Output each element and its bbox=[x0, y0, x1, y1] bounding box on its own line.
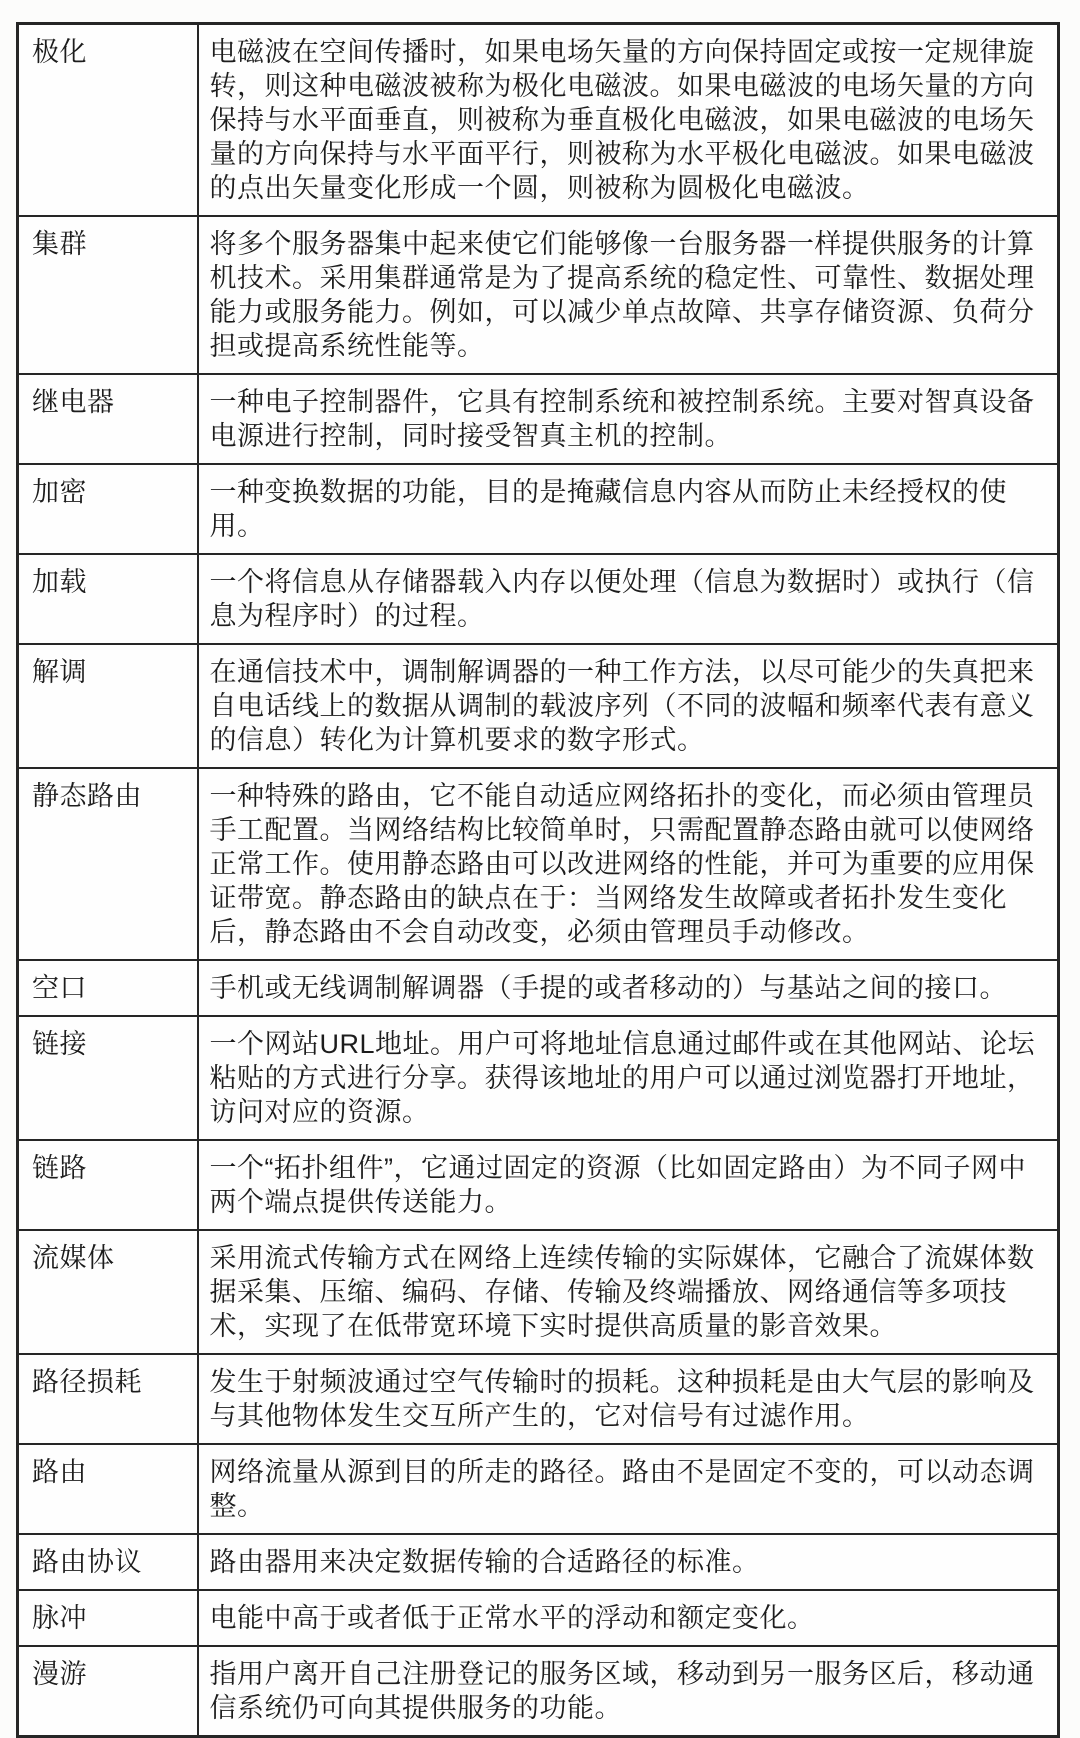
term-cell: 加载 bbox=[18, 554, 198, 644]
table-row bbox=[18, 768, 1059, 960]
definition-cell: 采用流式传输方式在网络上连续传输的实际媒体，它融合了流媒体数据采集、压缩、编码、存储、传输及终端播放、网络通信等多项技术，实现了在低带宽环境下实时提供高质量的影音效果。 bbox=[198, 1230, 1059, 1354]
table-row bbox=[18, 1444, 1059, 1534]
definition-cell: 电能中高于或者低于正常水平的浮动和额定变化。 bbox=[198, 1590, 1059, 1646]
table-row bbox=[18, 464, 1059, 554]
term-cell: 路径损耗 bbox=[18, 1354, 198, 1444]
term-cell: 解调 bbox=[18, 644, 198, 768]
table-row bbox=[18, 1140, 1059, 1230]
table-row bbox=[18, 554, 1059, 644]
term-cell: 路由协议 bbox=[18, 1534, 198, 1590]
table-row bbox=[18, 24, 1059, 217]
table-row bbox=[18, 1016, 1059, 1140]
definition-cell: 指用户离开自己注册登记的服务区域，移动到另一服务区后，移动通信系统仍可向其提供服务的功能。 bbox=[198, 1646, 1059, 1737]
definition-cell: 在通信技术中，调制解调器的一种工作方法，以尽可能少的失真把来自电话线上的数据从调制的载波序列（不同的波幅和频率代表有意义的信息）转化为计算机要求的数字形式。 bbox=[198, 644, 1059, 768]
glossary-table bbox=[16, 22, 1060, 1738]
term-cell: 极化 bbox=[18, 24, 198, 217]
definition-cell: 一个“拓扑组件”，它通过固定的资源（比如固定路由）为不同子网中两个端点提供传送能力。 bbox=[198, 1140, 1059, 1230]
term-cell: 路由 bbox=[18, 1444, 198, 1534]
table-row bbox=[18, 1646, 1059, 1737]
term-cell: 加密 bbox=[18, 464, 198, 554]
definition-cell: 将多个服务器集中起来使它们能够像一台服务器一样提供服务的计算机技术。采用集群通常是为了提高系统的稳定性、可靠性、数据处理能力或服务能力。例如，可以减少单点故障、共享存储资源、负荷分担或提高系统性能等。 bbox=[198, 216, 1059, 374]
term-cell: 继电器 bbox=[18, 374, 198, 464]
definition-cell: 发生于射频波通过空气传输时的损耗。这种损耗是由大气层的影响及与其他物体发生交互所产生的，它对信号有过滤作用。 bbox=[198, 1354, 1059, 1444]
definition-cell: 一个网站URL地址。用户可将地址信息通过邮件或在其他网站、论坛粘贴的方式进行分享。获得该地址的用户可以通过浏览器打开地址，访问对应的资源。 bbox=[198, 1016, 1059, 1140]
glossary-table-body bbox=[18, 24, 1059, 1737]
term-cell: 静态路由 bbox=[18, 768, 198, 960]
term-cell: 空口 bbox=[18, 960, 198, 1016]
definition-cell: 一个将信息从存储器载入内存以便处理（信息为数据时）或执行（信息为程序时）的过程。 bbox=[198, 554, 1059, 644]
term-cell: 脉冲 bbox=[18, 1590, 198, 1646]
definition-cell: 一种变换数据的功能，目的是掩藏信息内容从而防止未经授权的使用。 bbox=[198, 464, 1059, 554]
table-row bbox=[18, 1590, 1059, 1646]
definition-cell: 网络流量从源到目的所走的路径。路由不是固定不变的，可以动态调整。 bbox=[198, 1444, 1059, 1534]
table-row bbox=[18, 216, 1059, 374]
term-cell: 流媒体 bbox=[18, 1230, 198, 1354]
definition-cell: 路由器用来决定数据传输的合适路径的标准。 bbox=[198, 1534, 1059, 1590]
term-cell: 链接 bbox=[18, 1016, 198, 1140]
term-cell: 链路 bbox=[18, 1140, 198, 1230]
table-row bbox=[18, 374, 1059, 464]
table-row bbox=[18, 644, 1059, 768]
definition-cell: 电磁波在空间传播时，如果电场矢量的方向保持固定或按一定规律旋转，则这种电磁波被称为极化电磁波。如果电磁波的电场矢量的方向保持与水平面垂直，则被称为垂直极化电磁波，如果电磁波的电场矢量的方向保持与水平面平行，则被称为水平极化电磁波。如果电磁波的点出矢量变化形成一个圆，则被称为圆极化电磁波。 bbox=[198, 24, 1059, 217]
table-row bbox=[18, 1354, 1059, 1444]
definition-cell: 一种电子控制器件，它具有控制系统和被控制系统。主要对智真设备电源进行控制，同时接受智真主机的控制。 bbox=[198, 374, 1059, 464]
table-row bbox=[18, 1230, 1059, 1354]
definition-cell: 手机或无线调制解调器（手提的或者移动的）与基站之间的接口。 bbox=[198, 960, 1059, 1016]
term-cell: 集群 bbox=[18, 216, 198, 374]
table-row bbox=[18, 960, 1059, 1016]
table-row bbox=[18, 1534, 1059, 1590]
term-cell: 漫游 bbox=[18, 1646, 198, 1737]
definition-cell: 一种特殊的路由，它不能自动适应网络拓扑的变化，而必须由管理员手工配置。当网络结构比较简单时，只需配置静态路由就可以使网络正常工作。使用静态路由可以改进网络的性能，并可为重要的应用保证带宽。静态路由的缺点在于：当网络发生故障或者拓扑发生变化后，静态路由不会自动改变，必须由管理员手动修改。 bbox=[198, 768, 1059, 960]
